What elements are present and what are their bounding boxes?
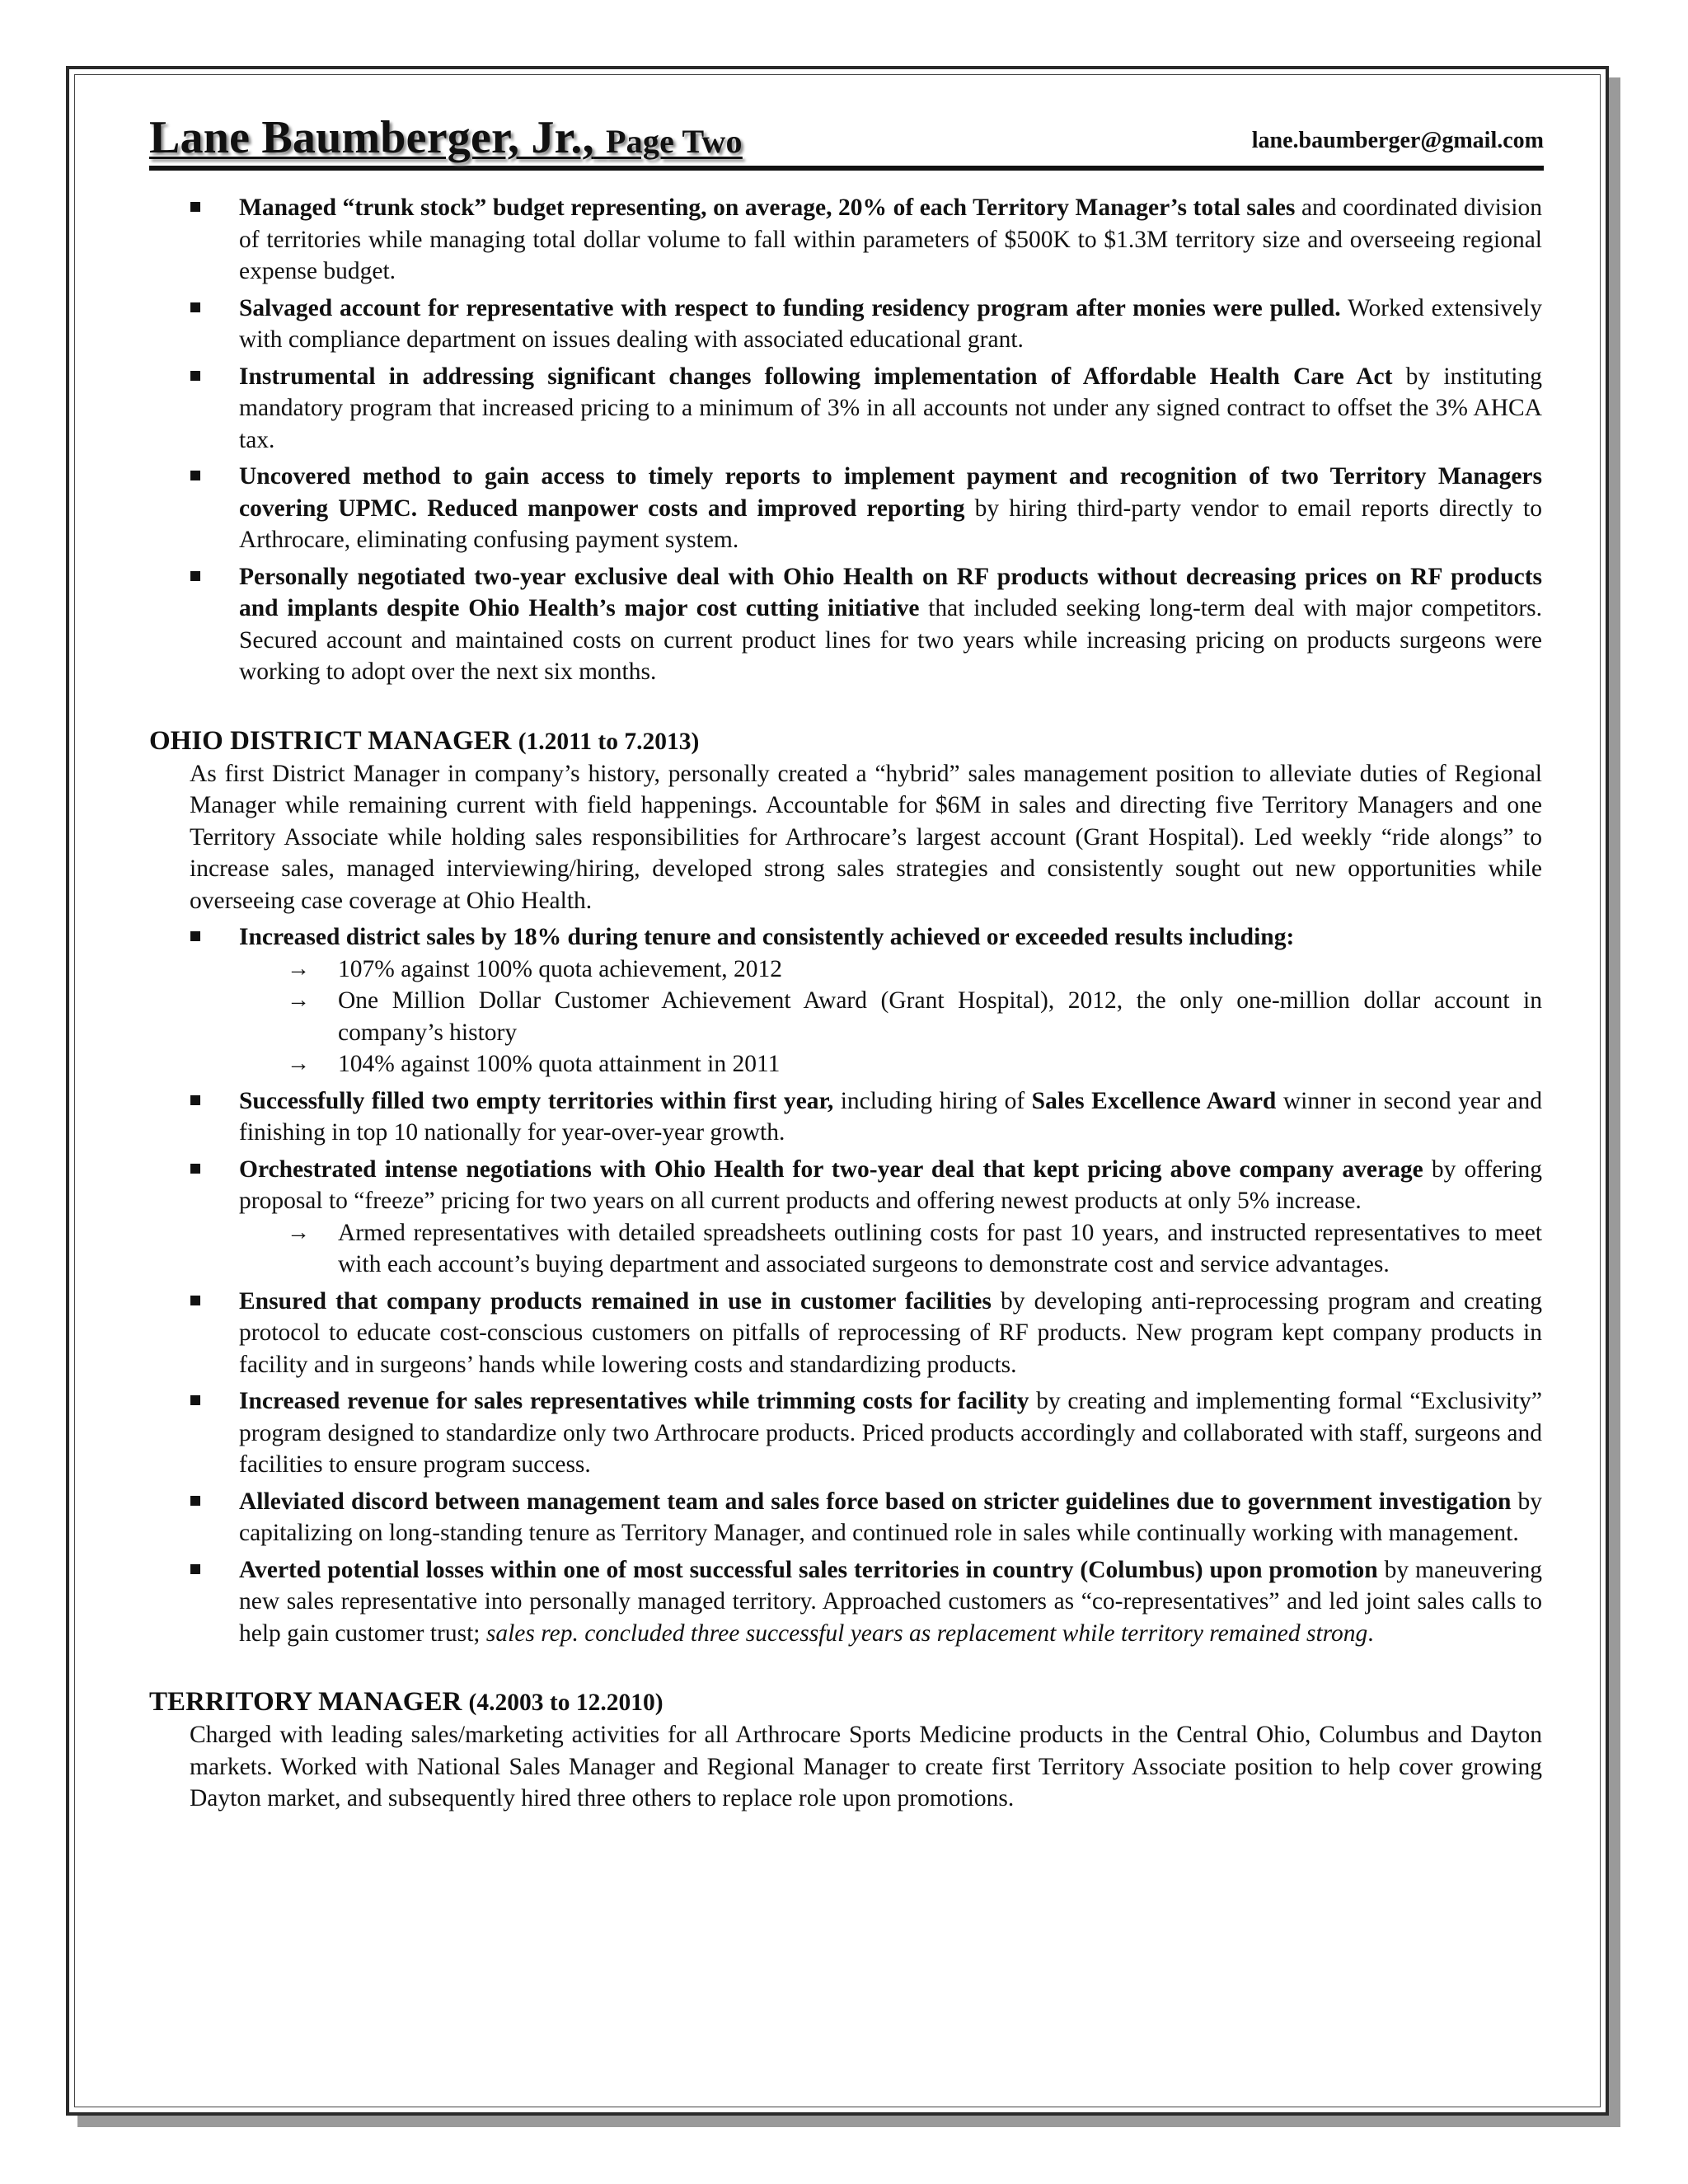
list-item: Increased revenue for sales representatives while trimming costs for facility by creating and implementing formal “Exclusivity” program designed to standardize only two Arthrocare products. Priced products accordingly and collaborated with staff, surgeons and facilities to ensure program success. [151, 1385, 1542, 1481]
sub-list-item: → 104% against 100% quota attainment in 2011 [239, 1048, 1542, 1080]
bullet-square-icon [190, 1496, 200, 1506]
bullet-square-icon [190, 931, 200, 941]
list-item: Salvaged account for representative with respect to funding residency program after monies were pulled. Worked extensively with compliance department on issues dealing with associated educational grant. [151, 293, 1542, 356]
bullet-square-icon [190, 571, 200, 581]
bullet-square-icon [190, 1296, 200, 1305]
candidate-name: Lane Baumberger, Jr., Page Two [149, 112, 743, 163]
sub-list-item: → Armed representatives with detailed spreadsheets outlining costs for past 10 years, and instructed representatives to meet with each account’s buying department and associated surgeons to demonstrate cost and service advantages. [239, 1217, 1542, 1281]
bullet-square-icon [190, 1164, 200, 1174]
bullet-square-icon [190, 1095, 200, 1105]
list-item: Personally negotiated two-year exclusive deal with Ohio Health on RF products without decreasing prices on RF products and implants despite Ohio Health’s major cost cutting initiative that included seeking long-term deal with major competitors. Secured account and maintained costs on current product lines for two years while increasing pricing on products surgeons were working to adopt over the next six months. [151, 561, 1542, 688]
arrow-right-icon: → [287, 1051, 310, 1076]
list-item: Successfully filled two empty territories within first year, including hiring of Sales Excellence Award winner in second year and finishing in top 10 nationally for year-over-year growth. [151, 1085, 1542, 1149]
section-title: TERRITORY MANAGER (4.2003 to 12.2010) [149, 1687, 663, 1717]
list-item: Averted potential losses within one of most successful sales territories in country (Columbus) upon promotion by maneuvering new sales representative into personally managed territory. Approached customers as “co-representatives” and led joint sales calls to help gain customer trust; sales rep. concluded three successful years as replacement while territory remained strong. [151, 1554, 1542, 1650]
section-dates: (1.2011 to 7.2013) [518, 728, 700, 755]
bullet-square-icon [190, 371, 200, 381]
page-label: Page Two [606, 123, 743, 160]
arrow-right-icon: → [287, 955, 310, 982]
territory-manager-section [151, 1685, 1542, 1815]
arrow-right-icon: → [287, 1219, 310, 1245]
list-item: Orchestrated intense negotiations with Ohio Health for two-year deal that kept pricing above company average by offering proposal to “freeze” pricing for two years on all current products and offering newest products at only 5% increase. → Armed representatives with detailed spreadsheets outlining costs for past 10 years, and instructed representatives to meet with each account’s buying department and associated surgeons to demonstrate cost and service advantages. [151, 1154, 1542, 1281]
list-item: Increased district sales by 18% during tenure and consistently achieved or exceeded results including: → 107% against 100% quota achievement, 2012 → One Million Dollar Customer Achievement Award (Grant Hospital), 2012, the only one-million dollar account in company’s history → 104% against 100% quota attainment in 2011 [151, 921, 1542, 1080]
section-title: OHIO DISTRICT MANAGER (1.2011 to 7.2013) [149, 725, 700, 756]
list-item: Managed “trunk stock” budget representing, on average, 20% of each Territory Manager’s total sales and coordinated division of territories while managing total dollar volume to fall within parameters of $500K to $1.3M territory size and overseeing regional expense budget. [151, 192, 1542, 288]
section-description: As first District Manager in company’s history, personally created a “hybrid” sales management position to alleviate duties of Regional Manager while remaining current with field happenings. Accountable for $6M in sales and directing five Territory Managers and one Territory Associate while holding sales responsibilities for Arthrocare’s largest account (Grant Hospital). Led weekly “ride alongs” to increase sales, managed interviewing/hiring, developed strong sales strategies and consistently sought out new opportunities while overseeing case coverage at Ohio Health. [190, 760, 1542, 914]
district-manager-section [151, 724, 1542, 1650]
bullet-square-icon [190, 202, 200, 212]
arrow-right-icon: → [287, 987, 310, 1013]
bullet-square-icon [190, 471, 200, 480]
email-address: lane.baumberger@gmail.com [1251, 128, 1544, 153]
resume-page [151, 111, 1542, 1820]
page-header [149, 111, 1544, 171]
list-item: Uncovered method to gain access to timely reports to implement payment and recognition of two Territory Managers covering UPMC. Reduced manpower costs and improved reporting by hiring third-party vendor to email reports directly to Arthrocare, eliminating confusing payment system. [151, 461, 1542, 556]
bullet-square-icon [190, 1395, 200, 1405]
list-item: Alleviated discord between management team and sales force based on stricter guidelines due to government investigation by capitalizing on long-standing tenure as Territory Manager, and continued role in sales while continually working with management. [151, 1486, 1542, 1549]
bullet-square-icon [190, 302, 200, 312]
section-dates: (4.2003 to 12.2010) [468, 1690, 663, 1716]
section-description: Charged with leading sales/marketing activities for all Arthrocare Sports Medicine products in the Central Ohio, Columbus and Dayton markets. Worked with National Sales Manager and Regional Manager to create first Territory Associate position to help cover growing Dayton market, and subsequently hired three others to replace role upon promotions. [190, 1722, 1542, 1811]
sub-list-item: → One Million Dollar Customer Achievement Award (Grant Hospital), 2012, the only one-million dollar account in company’s history [239, 985, 1542, 1048]
bullet-square-icon [190, 1564, 200, 1574]
list-item: Ensured that company products remained in use in customer facilities by developing anti-reprocessing program and creating protocol to educate cost-conscious customers on pitfalls of reprocessing of RF products. New program kept company products in facility and in surgeons’ hands while lowering costs and standardizing products. [151, 1286, 1542, 1381]
sub-list-item: → 107% against 100% quota achievement, 2012 [239, 954, 1542, 986]
list-item: Instrumental in addressing significant changes following implementation of Affordable Health Care Act by instituting mandatory program that increased pricing to a minimum of 3% in all accounts not under any signed contract to offset the 3% AHCA tax. [151, 361, 1542, 457]
intro-achievements [151, 192, 1542, 688]
